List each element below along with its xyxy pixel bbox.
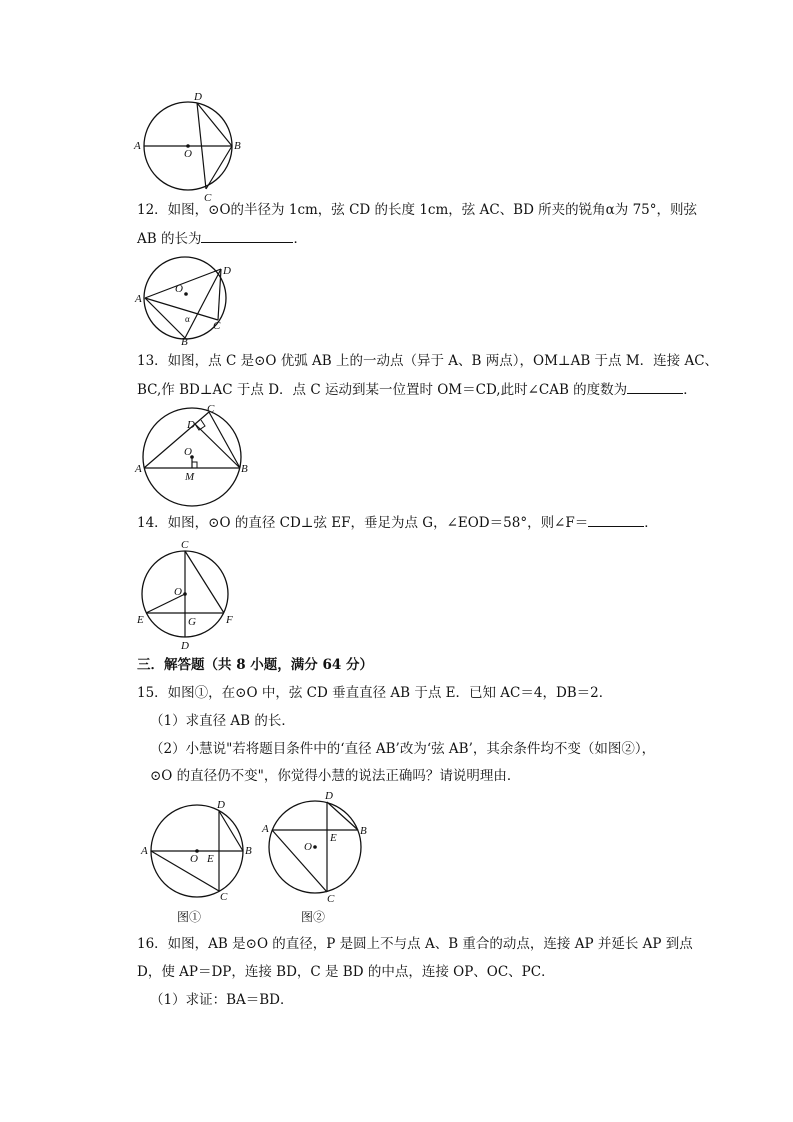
label-A: A xyxy=(135,293,142,305)
q13-line2-text: BC,作 BD⊥AC 于点 D．点 C 运动到某一位置时 OM＝CD,此时∠CAB 的度数为 xyxy=(137,382,628,398)
figure-q15-1 xyxy=(140,796,260,906)
q16-line1: 16．如图，AB 是⊙O 的直径，P 是圆上不与点 A、B 重合的动点，连接 AP 并延长 AP 到点 xyxy=(137,936,693,952)
label-O: O xyxy=(184,446,192,458)
q14-line1-text: 14．如图，⊙O 的直径 CD⊥弦 EF，垂足为点 G，∠EOD＝58°，则∠F＝ xyxy=(137,515,589,531)
label-E: E xyxy=(207,853,214,865)
section-title: 三．解答题（共 8 小题，满分 64 分） xyxy=(137,657,373,673)
figure-q11 xyxy=(130,90,250,204)
label-C: C xyxy=(327,893,335,905)
label-A: A xyxy=(262,823,269,835)
label-E: E xyxy=(137,614,144,626)
q16-line2: D，使 AP＝DP，连接 BD，C 是 BD 的中点，连接 OP、OC、PC． xyxy=(137,964,555,980)
label-D: D xyxy=(181,640,189,652)
q12-line2 xyxy=(137,228,677,249)
fig2-caption: 图② xyxy=(301,910,326,924)
label-G: G xyxy=(188,616,196,628)
q13-line1: 13．如图，点 C 是⊙O 优弧 AB 上的一动点（异于 A、B 两点），OM⊥AB 于点 M．连接 AC、 xyxy=(137,353,719,369)
label-D: D xyxy=(187,419,195,431)
label-E: E xyxy=(330,832,337,844)
label-C: C xyxy=(181,539,189,551)
q12-line2-end: ． xyxy=(293,231,307,247)
answer-blank-q14[interactable] xyxy=(588,512,644,527)
label-A: A xyxy=(141,845,148,857)
q13-line2 xyxy=(137,379,697,400)
q12-line2-text: AB 的长为 xyxy=(137,231,202,247)
q15-part2-line1: （2）小慧说"若将题目条件中的‘直径 AB’改为‘弦 AB’，其余条件均不变（如图②）， xyxy=(150,741,656,757)
figure-q12 xyxy=(133,254,243,346)
label-D: D xyxy=(325,790,333,802)
answer-blank-q12[interactable] xyxy=(201,228,293,243)
label-O: O xyxy=(190,853,198,865)
label-B: B xyxy=(241,463,248,475)
label-B: B xyxy=(234,140,241,152)
label-D: D xyxy=(217,799,225,811)
label-M: M xyxy=(185,471,195,483)
label-O: O xyxy=(174,586,182,598)
label-B: B xyxy=(245,845,252,857)
label-C: C xyxy=(204,192,212,204)
label-B: B xyxy=(360,825,367,837)
label-A: A xyxy=(135,463,142,475)
figure-q15-2 xyxy=(262,790,382,905)
q15-line1: 15．如图①，在⊙O 中，弦 CD 垂直直径 AB 于点 E．已知 AC＝4，DB＝2． xyxy=(137,685,613,701)
q15-part2-line2: ⊙O 的直径仍不变"，你觉得小慧的说法正确吗？请说明理由． xyxy=(150,768,521,784)
q12-line1: 12．如图，⊙O的半径为 1cm，弦 CD 的长度 1cm，弦 AC、BD 所夹的锐角α为 75°，则弦 xyxy=(137,202,698,218)
label-O: O xyxy=(175,283,183,295)
q16-part1: （1）求证：BA＝BD． xyxy=(150,992,294,1008)
answer-blank-q13[interactable] xyxy=(627,379,683,394)
label-O: O xyxy=(184,148,192,160)
label-A: A xyxy=(134,140,141,152)
label-C: C xyxy=(207,403,215,415)
label-alpha: α xyxy=(185,314,190,324)
label-D: D xyxy=(223,265,231,277)
label-F: F xyxy=(226,614,233,626)
figure-q13 xyxy=(133,402,253,512)
label-C: C xyxy=(220,891,228,903)
figure-q14 xyxy=(133,538,243,653)
label-C: C xyxy=(213,320,221,332)
q15-part1: （1）求直径 AB 的长． xyxy=(150,713,295,729)
q14-line1 xyxy=(137,512,677,533)
q14-line1-end: ． xyxy=(644,515,658,531)
label-O: O xyxy=(304,841,312,853)
fig1-caption: 图① xyxy=(177,910,202,924)
q13-line2-end: ． xyxy=(683,382,697,398)
label-D: D xyxy=(194,91,202,103)
label-B: B xyxy=(181,336,188,348)
